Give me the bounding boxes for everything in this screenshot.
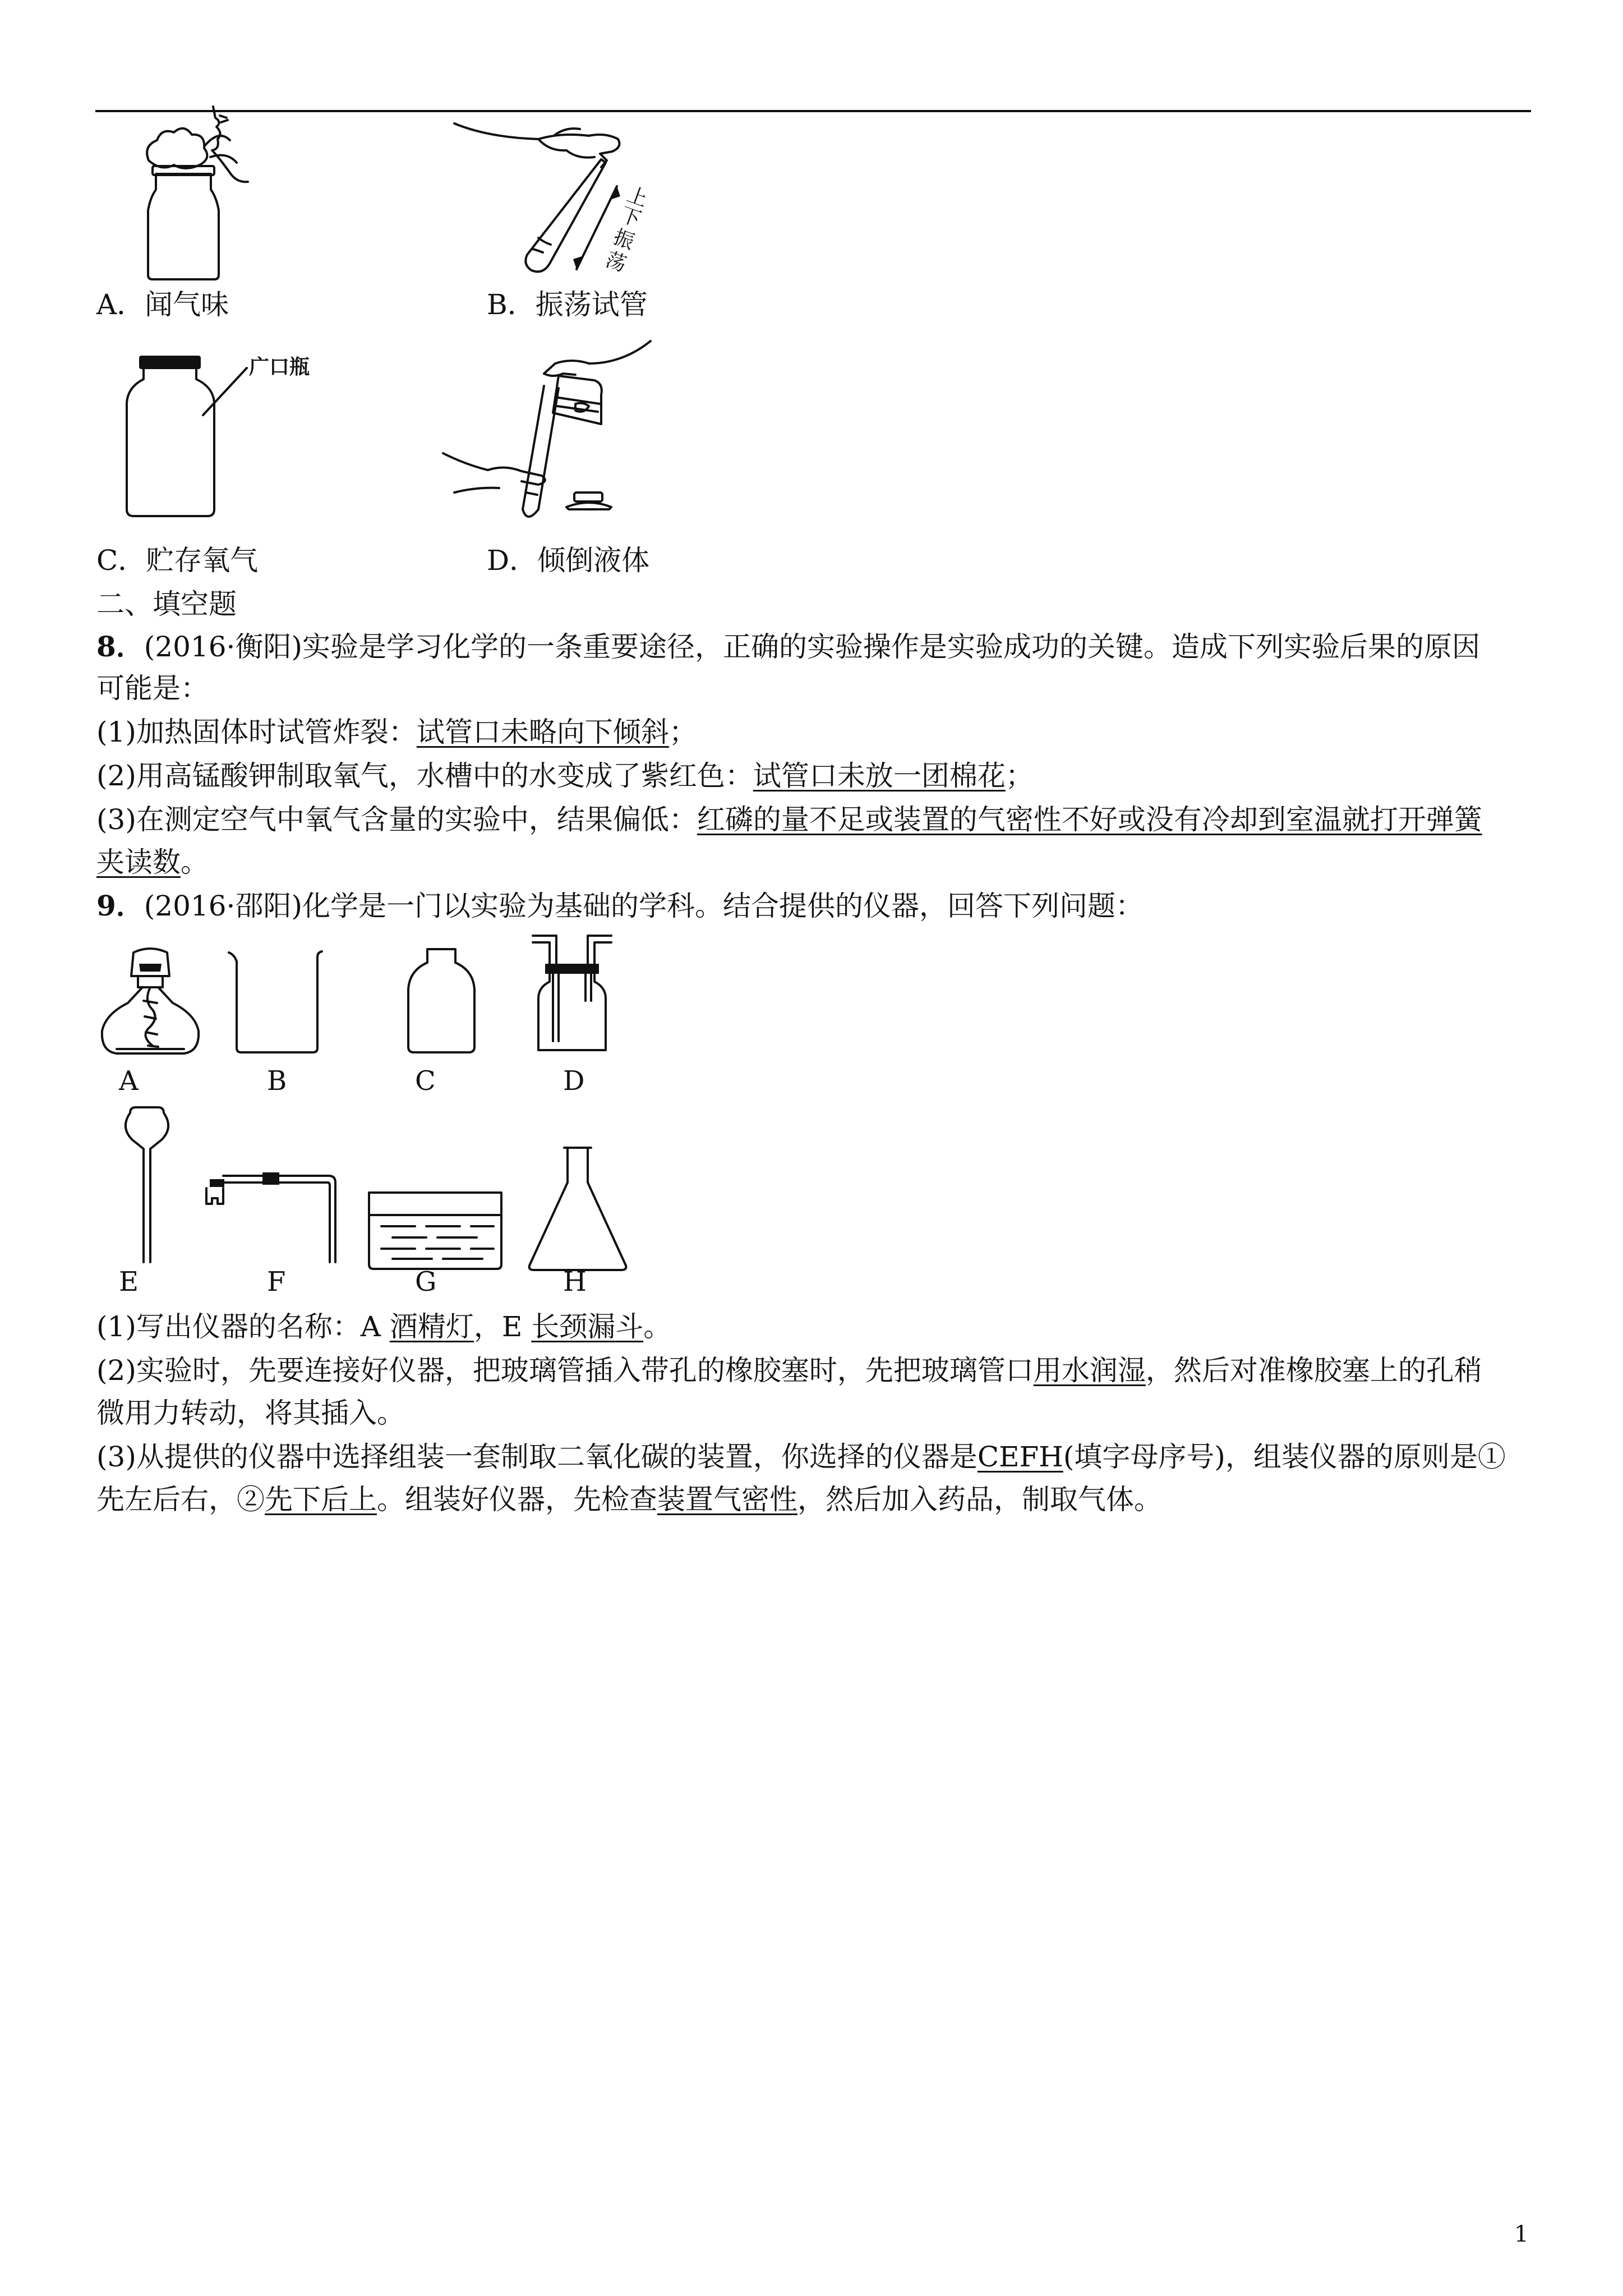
q8-part3-answer-1: 红磷的量不足或装置的气密性不好或没有冷却到室温就打开弹簧 xyxy=(697,803,1482,836)
q9-part1 xyxy=(96,1306,671,1347)
q8-part3-line1 xyxy=(96,799,1482,840)
apparatus-g-water-trough xyxy=(365,1188,510,1278)
apparatus-label-d: D xyxy=(563,1065,585,1097)
shake-arrow-label-3: 振 xyxy=(610,226,638,254)
q9-part1-answer-e: 长颈漏斗 xyxy=(531,1310,644,1343)
q9-part3-answer-1: CEFH xyxy=(977,1441,1063,1473)
q8-stem-line1 xyxy=(96,626,1480,668)
q9-part1-prompt-e: ，E xyxy=(473,1310,532,1343)
option-a: A．闻气味 xyxy=(96,288,229,321)
q9-part3-answer-3: 装置气密性 xyxy=(657,1483,797,1516)
q8-part3-end: 。 xyxy=(181,846,209,878)
q9-part3-answer-2: 先下后上 xyxy=(265,1483,377,1516)
q9-part3-line1 xyxy=(96,1436,1506,1478)
option-b: B．振荡试管 xyxy=(487,288,648,321)
page-number: 1 xyxy=(1514,2221,1529,2247)
q8-part1-answer: 试管口未略向下倾斜 xyxy=(416,716,669,748)
shake-arrow-label-2: 下 xyxy=(617,203,644,232)
apparatus-c-gas-bottle xyxy=(397,942,509,1066)
q8-part1-prompt: (1)加热固体时试管炸裂： xyxy=(96,716,417,748)
q8-part1 xyxy=(96,711,697,753)
q8-part2-end: ； xyxy=(1005,760,1034,792)
apparatus-label-c: C xyxy=(415,1065,436,1097)
apparatus-f-delivery-tube xyxy=(195,1150,352,1262)
q9-part3-prompt: (3)从提供的仪器中选择组装一套制取二氧化碳的装置，你选择的仪器是 xyxy=(96,1441,978,1473)
apparatus-b-beaker xyxy=(223,947,335,1070)
q8-part2-prompt: (2)用高锰酸钾制取氧气，水槽中的水变成了紫红色： xyxy=(96,760,753,792)
header-rule xyxy=(95,110,1531,112)
q9-stem-text: (2016·邵阳)化学是一门以实验为基础的学科。结合提供的仪器，回答下列问题： xyxy=(144,890,1144,922)
apparatus-label-b: B xyxy=(267,1065,287,1097)
q9-part3-line2-mid: 。组装好仪器，先检查 xyxy=(377,1483,657,1516)
apparatus-label-h: H xyxy=(563,1266,587,1297)
q9-part2-post: ，然后对准橡胶塞上的孔稍 xyxy=(1145,1354,1482,1387)
q8-part3-prompt: (3)在测定空气中氧气含量的实验中，结果偏低： xyxy=(96,803,697,836)
apparatus-a-alcohol-lamp xyxy=(94,947,206,1070)
q8-stem-line2: 可能是： xyxy=(96,672,209,705)
q9-part3-line2-pre: 先左后右，② xyxy=(96,1483,265,1516)
shake-arrow-label-4: 荡 xyxy=(602,248,630,277)
apparatus-label-f: F xyxy=(267,1266,286,1297)
apparatus-e-long-neck-funnel xyxy=(108,1105,197,1273)
q9-part1-end: 。 xyxy=(643,1310,672,1343)
q9-part3-line2 xyxy=(96,1479,1162,1520)
q9-number: 9． xyxy=(96,889,144,922)
q8-part1-end: ； xyxy=(668,716,697,748)
q9-part2-line2: 微用力转动，将其插入。 xyxy=(96,1397,405,1429)
q9-part3-post: (填字母序号)，组装仪器的原则是① xyxy=(1063,1441,1506,1473)
option-d: D．倾倒液体 xyxy=(487,544,650,577)
q8-part3-answer-2: 夹读数 xyxy=(96,846,181,878)
q9-part2-answer: 用水润湿 xyxy=(1033,1354,1146,1387)
q9-part3-line2-post: ，然后加入药品，制取气体。 xyxy=(797,1483,1162,1516)
apparatus-label-g: G xyxy=(415,1266,437,1297)
q9-part1-prompt-a: (1)写出仪器的名称：A xyxy=(96,1310,390,1343)
apparatus-d-gas-washing-bottle xyxy=(527,931,639,1060)
q8-part3-line2 xyxy=(96,841,209,883)
option-c: C．贮存氧气 xyxy=(96,544,259,577)
section-heading: 二、填空题 xyxy=(96,588,237,620)
q8-part2-answer: 试管口未放一团棉花 xyxy=(753,760,1006,792)
shake-arrow-label-1: 上 xyxy=(624,183,651,211)
q9-stem xyxy=(96,885,1144,927)
figure-b-shake-tube xyxy=(454,112,690,275)
q8-part2 xyxy=(96,755,1034,797)
q8-number: 8． xyxy=(96,630,144,663)
q9-part2-prompt: (2)实验时，先要连接好仪器，把玻璃管插入带孔的橡胶塞时，先把玻璃管口 xyxy=(96,1354,1034,1387)
figure-a-smell-gas xyxy=(90,107,280,286)
q9-part2-line1 xyxy=(96,1350,1482,1391)
bottle-label: 广口瓶 xyxy=(249,355,310,379)
apparatus-h-conical-flask xyxy=(522,1143,645,1278)
figure-d-pour-liquid xyxy=(443,341,656,526)
apparatus-label-e: E xyxy=(119,1266,139,1297)
q9-part1-answer-a: 酒精灯 xyxy=(389,1310,474,1343)
apparatus-label-a: A xyxy=(119,1065,139,1097)
q8-stem-text: (2016·衡阳)实验是学习化学的一条重要途径，正确的实验操作是实验成功的关键。造成下列实验后果的原因 xyxy=(144,631,1480,663)
